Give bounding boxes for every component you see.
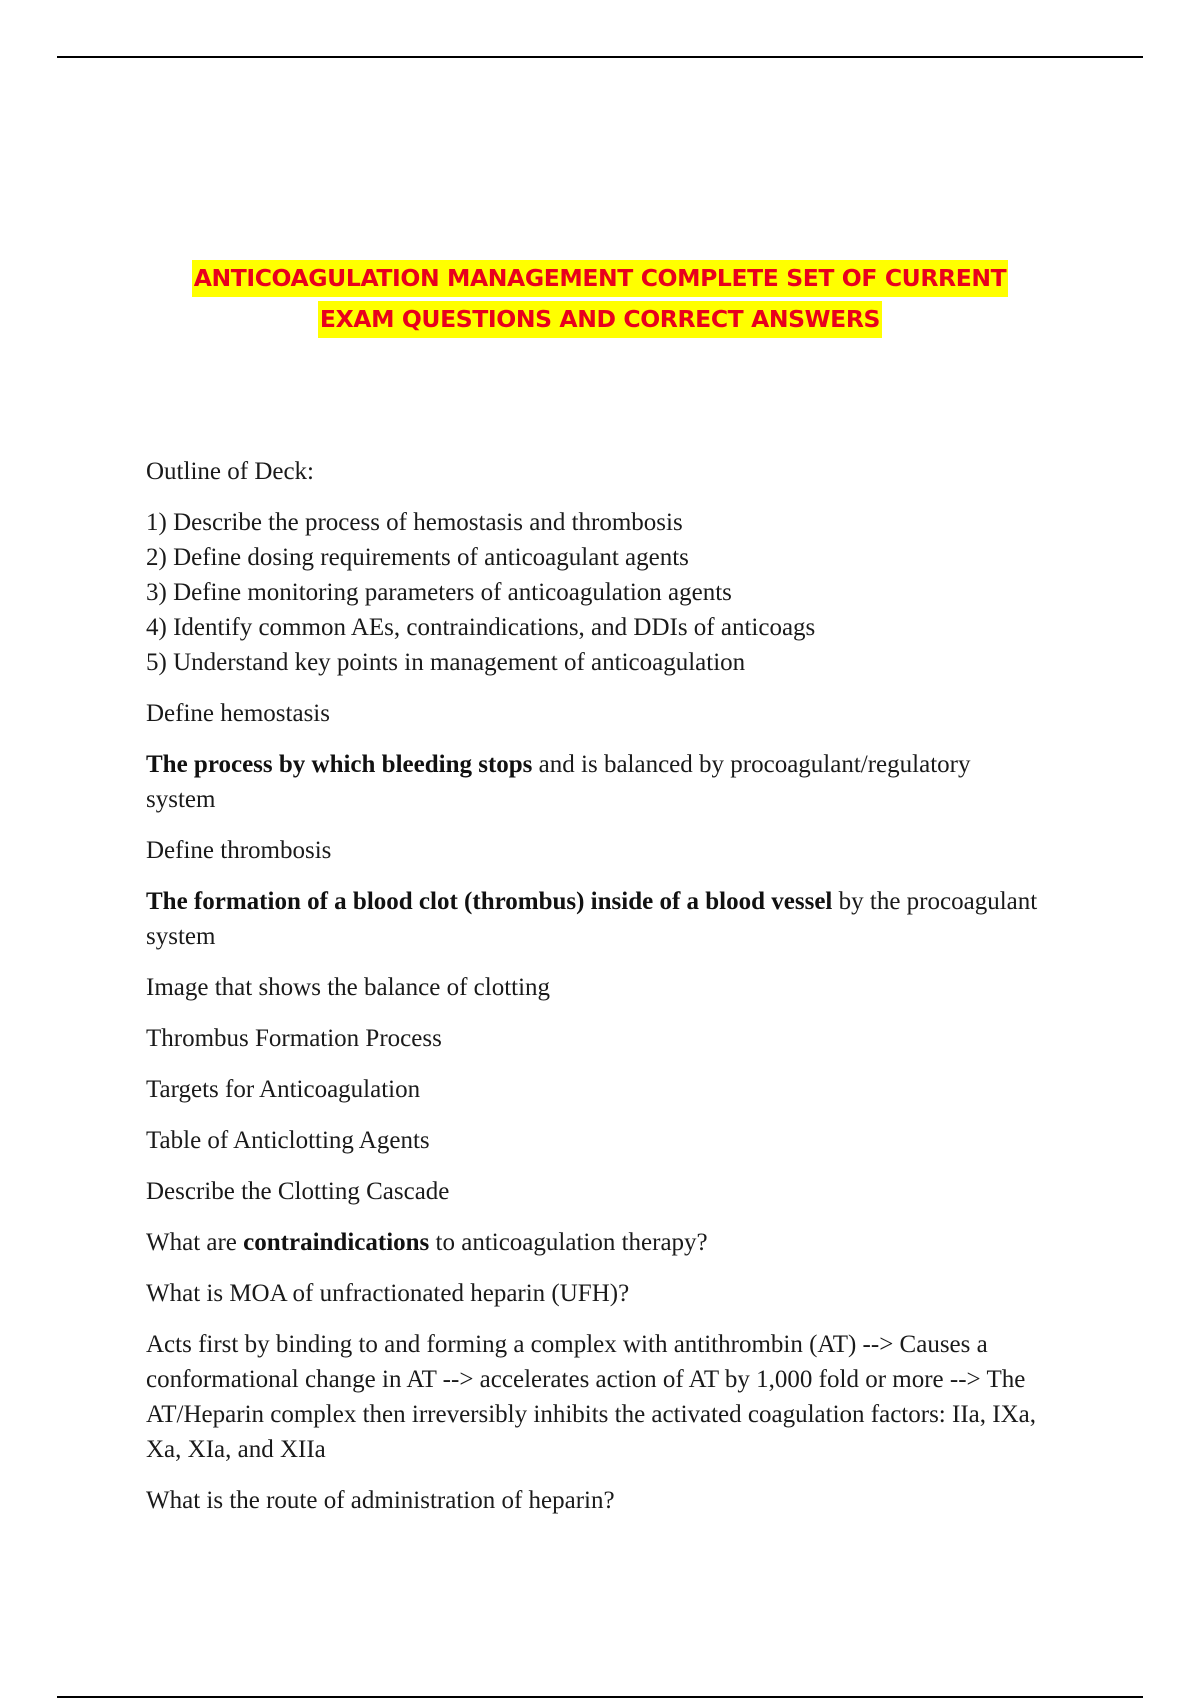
outline-list (146, 505, 1046, 680)
item-balance-image: Image that shows the balance of clotting (146, 974, 551, 1001)
outline-item: 1) Describe the process of hemostasis and thrombosis (146, 509, 683, 536)
outline-item: 5) Understand key points in management of anticoagulation (146, 649, 746, 676)
question-route: What is the route of administration of heparin? (146, 1487, 615, 1514)
question-contraindications-post: to anticoagulation therapy? (429, 1229, 708, 1256)
question-hemostasis: Define hemostasis (146, 700, 330, 727)
answer-hemostasis-bold: The process by which bleeding stops (146, 751, 533, 778)
document-title (0, 258, 1200, 340)
answer-thrombosis (146, 884, 1046, 954)
title-line-2: EXAM QUESTIONS AND CORRECT ANSWERS (318, 301, 882, 338)
question-contraindications-pre: What are (146, 1229, 244, 1256)
answer-hemostasis-rest: and is balanced by procoagulant/regulatory system (146, 751, 971, 813)
question-thrombosis: Define thrombosis (146, 837, 332, 864)
outline-item: 3) Define monitoring parameters of anticoagulation agents (146, 579, 732, 606)
outline-item: 2) Define dosing requirements of anticoagulant agents (146, 544, 689, 571)
question-contraindications (146, 1225, 1046, 1260)
answer-moa: Acts first by binding to and forming a complex with antithrombin (AT) --> Causes a conformational change in AT --> accelerates action of AT by 1,000 fold or more --> The AT/Heparin complex then irreversibly inhibits the activated coagulation factors: IIa, IXa, Xa, XIa, and XIIa (146, 1331, 1036, 1463)
outline-item: 4) Identify common AEs, contraindications, and DDIs of anticoags (146, 614, 816, 641)
question-moa: What is MOA of unfractionated heparin (UFH)? (146, 1280, 630, 1307)
answer-thrombosis-bold: The formation of a blood clot (thrombus) inside of a blood vessel (146, 888, 833, 915)
question-contraindications-bold: contraindications (243, 1229, 430, 1256)
title-line-1: ANTICOAGULATION MANAGEMENT COMPLETE SET OF CURRENT (192, 260, 1009, 297)
answer-hemostasis (146, 747, 1046, 817)
document-body (146, 454, 1046, 1534)
item-anticlotting-table: Table of Anticlotting Agents (146, 1127, 430, 1154)
top-rule (57, 56, 1143, 58)
item-targets: Targets for Anticoagulation (146, 1076, 421, 1103)
item-clotting-cascade: Describe the Clotting Cascade (146, 1178, 450, 1205)
outline-heading: Outline of Deck: (146, 458, 315, 485)
answer-thrombosis-rest: by the procoagulant system (146, 888, 1038, 950)
item-thrombus-formation: Thrombus Formation Process (146, 1025, 442, 1052)
bottom-rule (57, 1696, 1143, 1698)
